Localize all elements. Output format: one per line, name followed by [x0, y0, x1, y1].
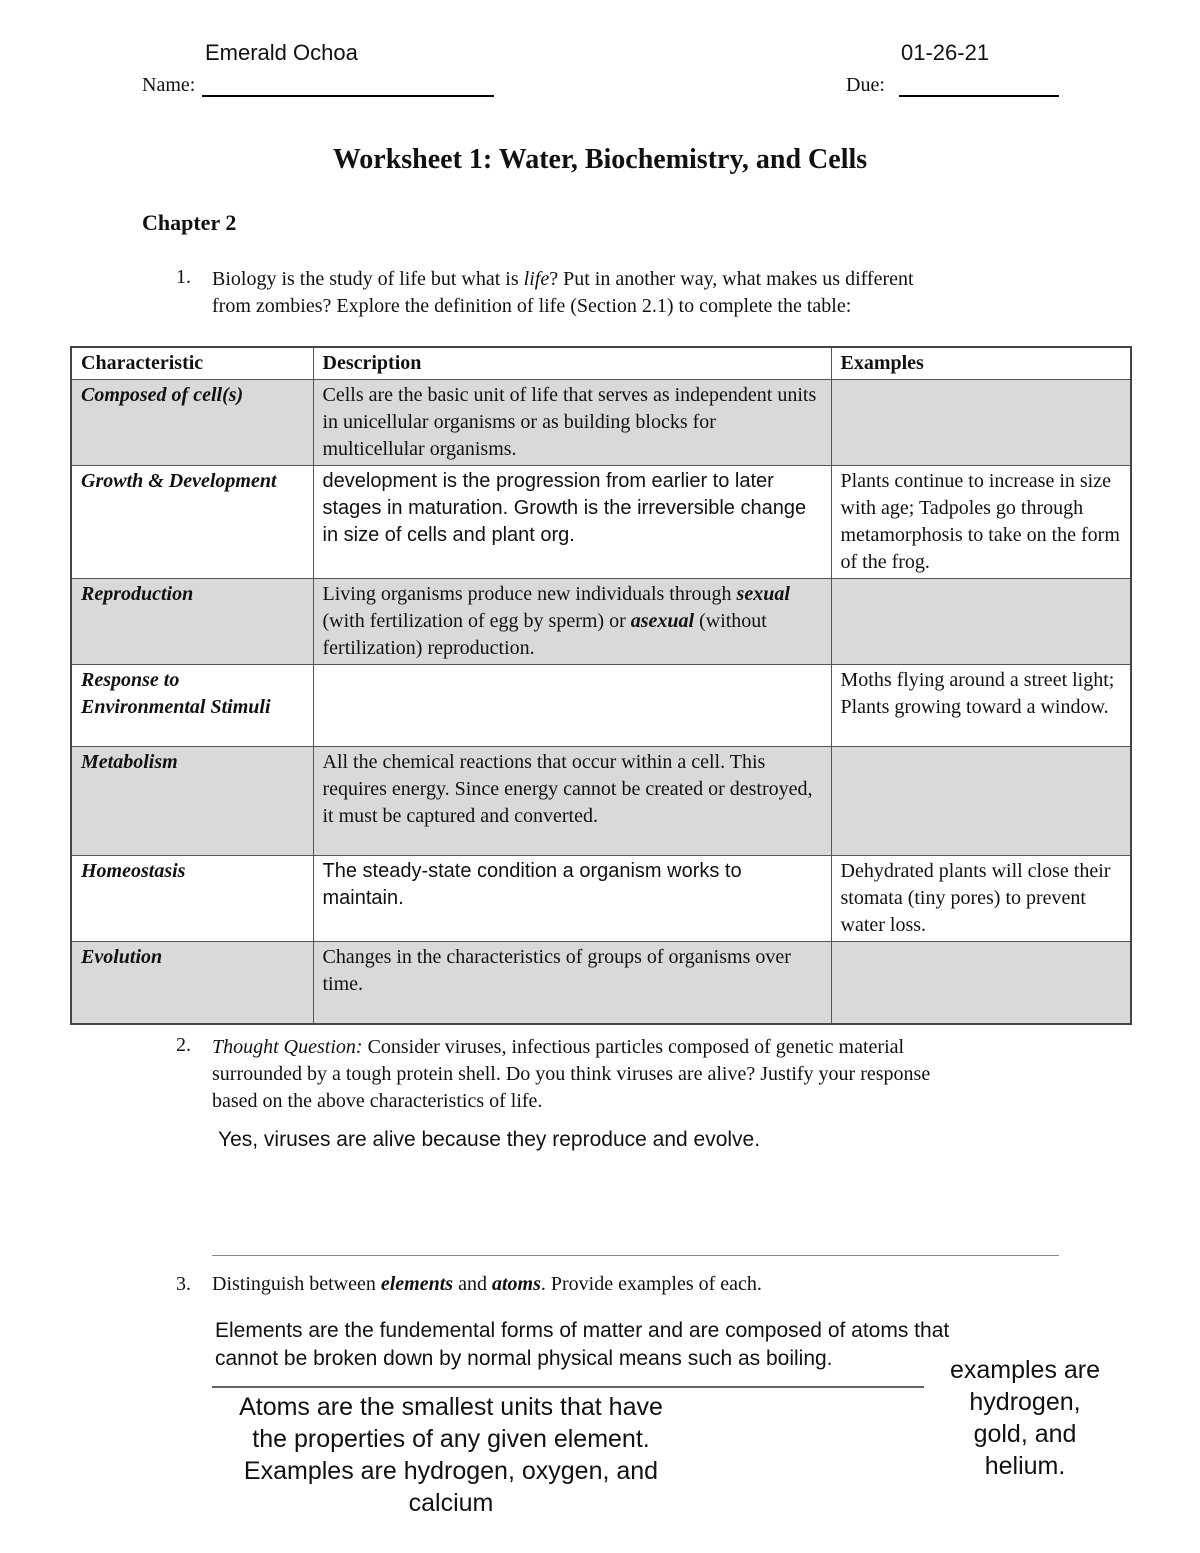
cell-description[interactable]: Cells are the basic unit of life that serves as independent units in unicellular organisms or as building blocks for multicellular organisms. — [313, 380, 831, 466]
cell-description[interactable]: The steady-state condition a organism works to maintain. — [313, 856, 831, 942]
desc-part-c: (without fertilization) reproduction. — [322, 610, 767, 659]
header-characteristic: Characteristic — [71, 347, 313, 380]
q3-answer-elements[interactable] — [215, 1317, 949, 1373]
cell-characteristic: Homeostasis — [71, 856, 313, 942]
atoms-answer-line: calcium — [408, 1489, 494, 1517]
due-underline — [899, 95, 1059, 97]
name-underline — [202, 95, 494, 97]
header-description: Description — [313, 347, 831, 380]
q3-atoms-answer[interactable] — [212, 1391, 690, 1519]
cell-examples[interactable] — [831, 579, 1131, 665]
q2-text — [212, 1034, 1112, 1115]
cell-characteristic: Evolution — [71, 942, 313, 1024]
table-row — [71, 665, 1131, 747]
q3-answer-line2: cannot be broken down by normal physical means such as boiling. — [215, 1347, 833, 1370]
table-row — [71, 942, 1131, 1024]
q3-answer-line — [212, 1386, 924, 1388]
desc-sexual: sexual — [736, 583, 790, 605]
q3-text-a: Distinguish between — [212, 1273, 381, 1295]
cell-characteristic: Metabolism — [71, 747, 313, 856]
cell-examples[interactable] — [831, 380, 1131, 466]
q1-text-a: Biology is the study of life but what is — [212, 268, 524, 290]
q1-text — [212, 266, 1112, 320]
table-row — [71, 466, 1131, 579]
table-row — [71, 380, 1131, 466]
q2-text-line2: surrounded by a tough protein shell. Do you think viruses are alive? Justify your response — [212, 1063, 931, 1085]
cell-examples[interactable]: Moths flying around a street light; Plants growing toward a window. — [831, 665, 1131, 747]
desc-asexual: asexual — [630, 610, 695, 632]
elements-example-line: hydrogen, — [969, 1388, 1081, 1416]
due-label: Due: — [846, 74, 885, 96]
elements-example-line: gold, and — [973, 1420, 1077, 1448]
name-label: Name: — [142, 74, 196, 96]
q3-text — [212, 1273, 762, 1296]
q2-answer-line — [212, 1255, 1059, 1256]
elements-example-line: helium. — [984, 1452, 1066, 1480]
q3-answer-line1: Elements are the fundemental forms of matter and are composed of atoms that — [215, 1319, 950, 1342]
cell-examples[interactable] — [831, 942, 1131, 1024]
elements-example-line: examples are — [949, 1356, 1101, 1384]
cell-description[interactable]: Changes in the characteristics of groups of organisms over time. — [313, 942, 831, 1024]
q3-atoms: atoms — [491, 1273, 541, 1295]
atoms-answer-line: Atoms are the smallest units that have — [239, 1393, 663, 1421]
atoms-answer-line: the properties of any given element. — [252, 1425, 650, 1453]
q1-number: 1. — [176, 266, 191, 288]
desc-part-a: Living organisms produce new individuals through — [322, 583, 737, 605]
cell-examples[interactable] — [831, 747, 1131, 856]
q2-label: Thought Question: — [212, 1036, 363, 1058]
cell-characteristic: Composed of cell(s) — [71, 380, 313, 466]
q3-text-b: and — [453, 1273, 492, 1295]
q1-text-b: ? Put in another way, what makes us different — [549, 268, 914, 290]
cell-description[interactable] — [313, 579, 831, 665]
due-date[interactable]: 01-26-21 — [901, 40, 990, 65]
q1-text-italic: life — [523, 268, 550, 290]
table-row — [71, 747, 1131, 856]
cell-examples[interactable]: Dehydrated plants will close their stomata (tiny pores) to prevent water loss. — [831, 856, 1131, 942]
q2-answer[interactable]: Yes, viruses are alive because they reproduce and evolve. — [218, 1128, 761, 1151]
cell-description[interactable]: All the chemical reactions that occur within a cell. This requires energy. Since energy cannot be created or destroyed, it must be captured and converted. — [313, 747, 831, 856]
student-name[interactable]: Emerald Ochoa — [205, 40, 358, 65]
q2-text-line1: Consider viruses, infectious particles composed of genetic material — [362, 1036, 905, 1058]
characteristics-table — [70, 346, 1132, 1025]
q1-text-line2: from zombies? Explore the definition of life (Section 2.1) to complete the table: — [212, 295, 852, 317]
q2-text-line3: based on the above characteristics of life. — [212, 1090, 543, 1112]
table-row — [71, 579, 1131, 665]
cell-description[interactable] — [313, 665, 831, 747]
cell-description[interactable]: development is the progression from earlier to later stages in maturation. Growth is the irreversible change in size of cells and plant org. — [313, 466, 831, 579]
q2-number: 2. — [176, 1034, 191, 1056]
cell-examples[interactable]: Plants continue to increase in size with age; Tadpoles go through metamorphosis to take on the form of the frog. — [831, 466, 1131, 579]
header-examples: Examples — [831, 347, 1131, 380]
table-header-row — [71, 347, 1131, 380]
table-row — [71, 856, 1131, 942]
q3-elements: elements — [380, 1273, 454, 1295]
atoms-answer-line: Examples are hydrogen, oxygen, and — [243, 1457, 659, 1485]
q3-number: 3. — [176, 1273, 191, 1295]
cell-characteristic: Response to Environmental Stimuli — [71, 665, 313, 747]
chapter-heading: Chapter 2 — [142, 210, 237, 235]
desc-part-b: (with fertilization of egg by sperm) or — [322, 610, 631, 632]
cell-characteristic: Reproduction — [71, 579, 313, 665]
cell-characteristic: Growth & Development — [71, 466, 313, 579]
q3-elements-examples[interactable] — [930, 1354, 1120, 1482]
page-title: Worksheet 1: Water, Biochemistry, and Cells — [332, 144, 868, 175]
q3-text-c: . Provide examples of each. — [540, 1273, 762, 1295]
